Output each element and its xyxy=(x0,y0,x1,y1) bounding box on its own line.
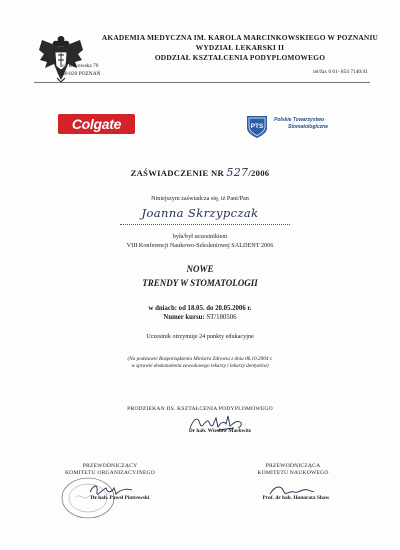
pts-name-line1: Polskie Towarzystwo xyxy=(274,117,325,123)
subject-line2: TRENDY W STOMATOLOGII xyxy=(142,278,258,288)
organizing-committee-block xyxy=(40,463,180,477)
course-number: ST/180506 xyxy=(206,314,237,321)
department-name: ODDZIAŁ KSZTAŁCENIA PODYPLOMOWEGO xyxy=(154,53,326,62)
recipient-name: Joanna Skrzypczak xyxy=(141,206,259,220)
colgate-logo: Colgate xyxy=(58,114,135,134)
sci-role-line1: PRZEWODNICZĄCA xyxy=(265,463,321,469)
address-street: ul. Bukowska 70 xyxy=(62,63,99,69)
name-dotted-line xyxy=(120,224,290,225)
institution-header xyxy=(90,33,390,63)
conference-name: VIII Konferencji Naukowo-Szkoleniowej SALDENT 2006 xyxy=(126,242,274,249)
dean-role: PRODZIEKAN DS. KSZTAŁCENIA PODYPLOMOWEGO xyxy=(127,406,273,412)
org-chair-name: Dr hab. Paweł Piotrowski xyxy=(90,495,150,501)
subject-line1: NOWE xyxy=(186,264,214,274)
scientific-committee-block xyxy=(228,463,358,477)
participant-text: była/był uczestnikiem xyxy=(172,233,228,240)
sci-chair-name: Prof. dr hab. Honorata Shaw xyxy=(262,495,330,501)
certificate-title xyxy=(0,166,400,179)
header-divider xyxy=(34,82,370,83)
institution-phone: tel/fax 0 61- 854 7140/41 xyxy=(313,69,368,75)
dates: w dniach: od 18.05. do 20.05.2006 r. xyxy=(148,305,252,312)
institution-address xyxy=(62,63,100,78)
certify-text: Niniejszym zaświadcza się, iż Pani/Pan xyxy=(151,195,249,202)
course-number-row xyxy=(0,313,400,322)
dean-name-block xyxy=(160,428,280,434)
org-name-block xyxy=(70,495,170,501)
dean-name: Dr hab. Wiesław Markwitz xyxy=(188,428,252,434)
course-label: Numer kursu: xyxy=(163,314,205,321)
certificate-number: 527 xyxy=(226,166,249,179)
svg-text:PTS: PTS xyxy=(250,123,264,130)
points-text: Uczestnik otrzymuje 24 punkty edukacyjne xyxy=(146,333,254,340)
institution-name: AKADEMIA MEDYCZNA IM. KAROLA MARCINKOWSKIEGO W POZNANIU xyxy=(101,33,379,42)
legal-note-line1: (Na podstawie Rozporządzenia Ministra Zdrowia z dnia 06.10.2004 r. xyxy=(127,356,273,362)
org-role-line1: PRZEWODNICZĄCY xyxy=(82,463,138,469)
sci-name-block xyxy=(236,495,356,501)
faculty-name: WYDZIAŁ LEKARSKI II xyxy=(195,43,285,52)
pts-name-line2: Stomatologiczne xyxy=(288,123,329,130)
title-prefix: ZAŚWIADCZENIE NR xyxy=(130,168,224,178)
sci-role-line2: KOMITETU NAUKOWEGO xyxy=(257,470,329,476)
title-suffix: /2006 xyxy=(248,168,270,178)
org-role-line2: KOMITETU ORGANIZACYJNEGO xyxy=(64,470,156,476)
address-city: 60-820 POZNAŃ xyxy=(62,70,101,77)
legal-note-line2: w sprawie doskonalenia zawodowego lekarzy i lekarzy dentystów) xyxy=(131,363,269,369)
pts-name xyxy=(274,117,364,130)
pts-logo-icon xyxy=(246,113,268,139)
